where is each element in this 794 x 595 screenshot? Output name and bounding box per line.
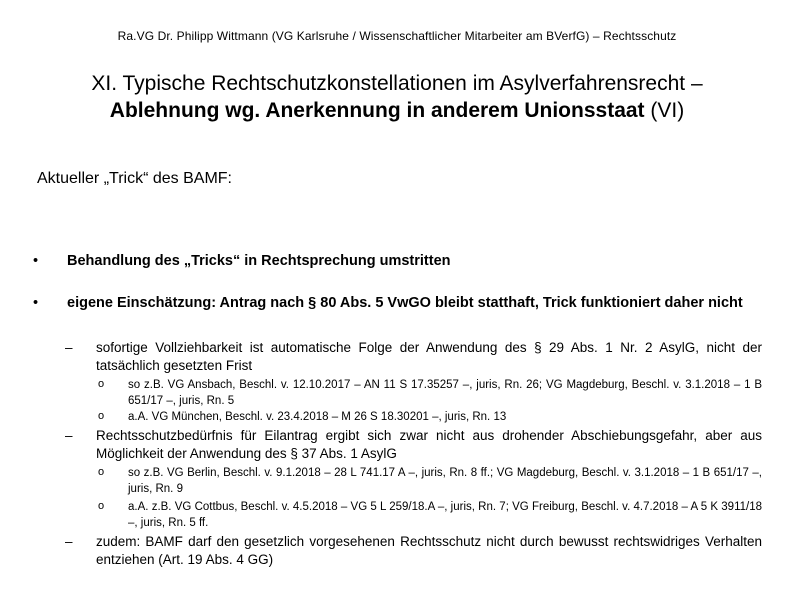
o-mark: o [98, 500, 105, 512]
slide-title-suffix: (VI) [644, 99, 685, 122]
bullet-text: Behandlung des „Tricks“ in Rechtsprechung umstritten [67, 253, 451, 269]
dash-mark: – [65, 534, 73, 549]
slide-title-line2 [30, 97, 764, 124]
bullet-text: eigene Einschätzung: Antrag nach § 80 Abs. 5 VwGO bleibt statthaft, Trick funktioniert daher nicht [67, 295, 743, 311]
sub-item-text: zudem: BAMF darf den gesetzlich vorgesehenen Rechtsschutz nicht durch bewusst rechtswidriges Verhalten entziehen (Art. 19 Abs. 4 GG) [96, 534, 762, 567]
sub-item-text: Rechtsschutzbedürfnis für Eilantrag ergibt sich zwar nicht aus drohender Abschiebungsgefahr, aber aus Möglichkeit der Anwendung des § 37 Abs. 1 AsylG [96, 428, 762, 461]
slide-title-bold: Ablehnung wg. Anerkennung in anderem Unionsstaat [109, 99, 645, 122]
dash-mark: – [65, 428, 73, 443]
citation-text: a.A. VG München, Beschl. v. 23.4.2018 – M 26 S 18.30201 –, juris, Rn. 13 [128, 411, 507, 423]
citation-text: a.A. z.B. VG Cottbus, Beschl. v. 4.5.2018 – VG 5 L 259/18.A –, juris, Rn. 7; VG Freiburg, Beschl. v. 4.7.2018 – A 5 K 3911/18 –, juris, Rn. 5 ff. [128, 501, 762, 529]
citation-text: so z.B. VG Berlin, Beschl. v. 9.1.2018 – 28 L 741.17 A –, juris, Rn. 8 ff.; VG Magdeburg, Beschl. v. 3.1.2018 – 1 B 651/17 –, juris, Rn. 9 [128, 467, 762, 495]
slide-header: Ra.VG Dr. Philipp Wittmann (VG Karlsruhe / Wissenschaftlicher Mitarbeiter am BVerfG) – Rechtsschutz [117, 29, 677, 43]
o-mark: o [98, 378, 105, 390]
slide-title [30, 70, 764, 124]
citation-text: so z.B. VG Ansbach, Beschl. v. 12.10.2017 – AN 11 S 17.35257 –, juris, Rn. 26; VG Magdeburg, Beschl. v. 3.1.2018 – 1 B 651/17 –, juris, Rn. 5 [128, 379, 762, 407]
dash-mark: – [65, 340, 73, 355]
sub-item-text: sofortige Vollziehbarkeit ist automatische Folge der Anwendung des § 29 Abs. 1 Nr. 2 AsylG, nicht der tatsächlich gesetzten Frist [96, 340, 762, 373]
o-mark: o [98, 466, 105, 478]
bullet-mark: • [33, 295, 39, 311]
intro-text: Aktueller „Trick“ des BAMF: [37, 170, 232, 187]
slide-title-line1: XI. Typische Rechtschutzkonstellationen im Asylverfahrensrecht – [91, 72, 703, 95]
o-mark: o [98, 410, 105, 422]
bullet-mark: • [33, 253, 39, 269]
